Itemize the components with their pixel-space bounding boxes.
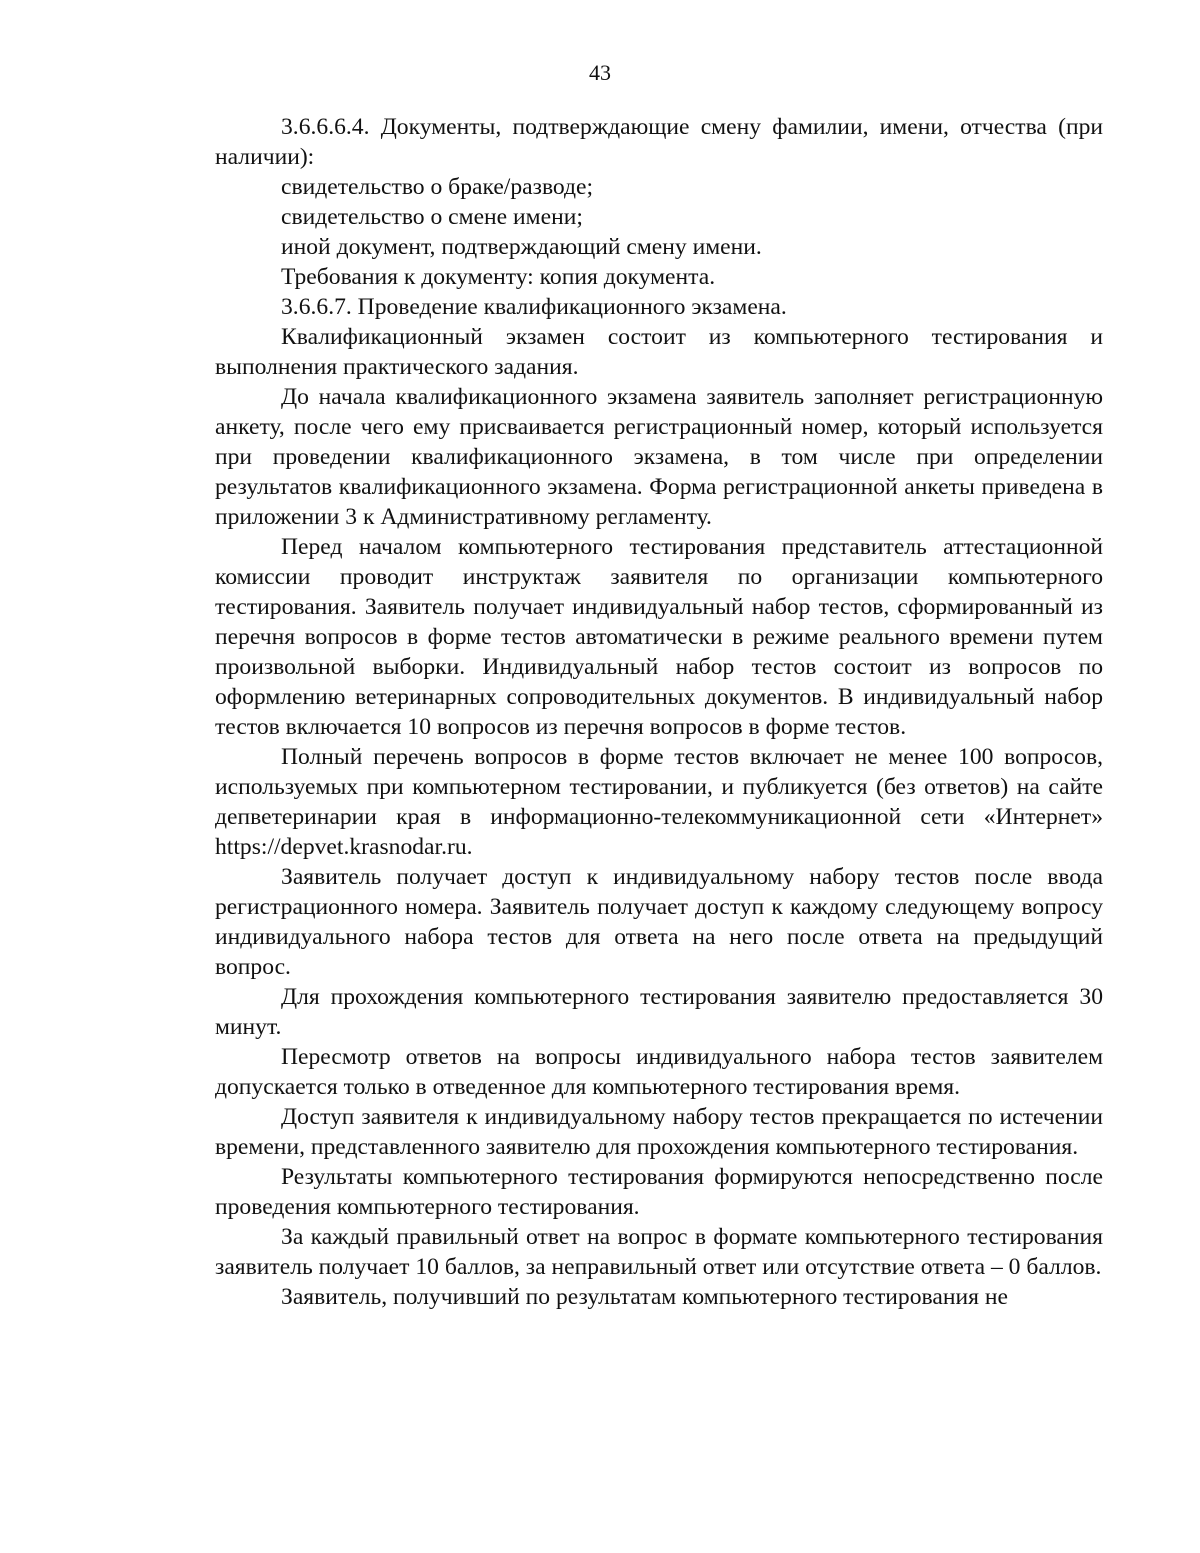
page-number: 43 [589,60,611,85]
paragraph-question-list: Полный перечень вопросов в форме тестов включает не менее 100 вопросов, используемых при компьютерном тестировании, и публикуется (без ответов) на сайте депветеринарии края в информационно-телекоммуникационной сети «Интернет» https://depvet.krasnodar.ru. [215,744,1103,860]
paragraph-document-requirements: Требования к документу: копия документа. [281,264,716,290]
paragraph-test-access: Заявитель получает доступ к индивидуальному набору тестов после ввода регистрационного номера. Заявитель получает доступ к каждому следующему вопросу индивидуального набора тестов для ответа на него после ответа на предыдущий вопрос. [215,864,1103,980]
document-body [215,112,1103,1312]
paragraph-test-briefing: Перед началом компьютерного тестирования представитель аттестационной комиссии проводит инструктаж заявителя по организации компьютерного тестирования. Заявитель получает индивидуальный набор тестов, сформированный из перечня вопросов в форме тестов автоматически в режиме реального времени путем произвольной выборки. Индивидуальный набор тестов состоит из вопросов по оформлению ветеринарных сопроводительных документов. В индивидуальный набор тестов включается 10 вопросов из перечня вопросов в форме тестов. [215,534,1103,740]
paragraph-clause-3-6-6-7: 3.6.6.7. Проведение квалификационного экзамена. [281,294,787,320]
paragraph-access-termination: Доступ заявителя к индивидуальному набору тестов прекращается по истечении времени, представленного заявителю для прохождения компьютерного тестирования. [215,1104,1103,1160]
paragraph-continuation: Заявитель, получивший по результатам компьютерного тестирования не [281,1284,1008,1310]
paragraph-exam-composition: Квалификационный экзамен состоит из компьютерного тестирования и выполнения практического задания. [215,324,1103,380]
paragraph-test-results: Результаты компьютерного тестирования формируются непосредственно после проведения компьютерного тестирования. [215,1164,1103,1220]
paragraph-time-limit: Для прохождения компьютерного тестирования заявителю предоставляется 30 минут. [215,984,1103,1040]
list-item-marriage-certificate: свидетельство о браке/разводе; [281,174,594,200]
list-item-other-document: иной документ, подтверждающий смену имени. [281,234,762,260]
paragraph-answer-review: Пересмотр ответов на вопросы индивидуального набора тестов заявителем допускается только в отведенное для компьютерного тестирования время. [215,1044,1103,1100]
paragraph-clause-3-6-6-6-4: 3.6.6.6.4. Документы, подтверждающие смену фамилии, имени, отчества (при наличии): [215,114,1103,170]
paragraph-registration-form: До начала квалификационного экзамена заявитель заполняет регистрационную анкету, после чего ему присваивается регистрационный номер, который используется при проведении квалификационного экзамена, в том числе при определении результатов квалификационного экзамена. Форма регистрационной анкеты приведена в приложении 3 к Административному регламенту. [215,384,1103,530]
list-item-name-change-certificate: свидетельство о смене имени; [281,204,583,230]
paragraph-scoring: За каждый правильный ответ на вопрос в формате компьютерного тестирования заявитель получает 10 баллов, за неправильный ответ или отсутствие ответа – 0 баллов. [215,1224,1103,1280]
